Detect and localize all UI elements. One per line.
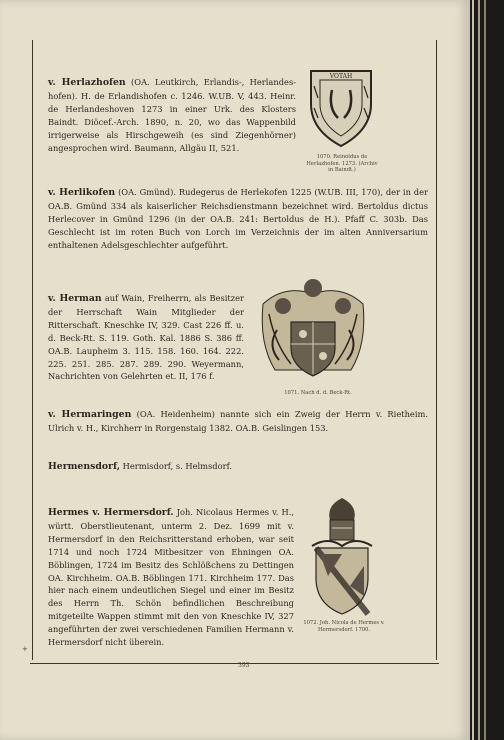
entry-body: Hermisdorf, s. Helmsdorf. <box>122 461 232 471</box>
entry-herman <box>48 292 244 383</box>
frame-line-bottom <box>30 663 439 664</box>
margin-mark: + <box>22 645 28 653</box>
caption-1071: 1071. Nach d. d. Beck-Rt. <box>284 390 352 396</box>
entry-herlazhofen <box>48 76 296 154</box>
entry-body: Joh. Nicolaus Hermes v. H., württ. Oberstlieutenant, unterm 2. Dez. 1699 mit v. Hermersdorf in den Reichsritterstand erhoben, war seit 1714 und noch 1724 Mitbesitzer von Ehningen OA. Böblingen, 1724 im Besitz des Schlößchens zu Dettingen OA. Kirchheim. OA.B. Böblingen 171. Kirchheim 177. Das hier nach einem undeutlichen Siegel und einer im Besitz des Herrn Th. Schön befindlichen Beschreibung mitgeteilte Wappen stimmt mit den von Kneschke IV, 327 angeführten der zwei verschiedenen Familien Hermann v. Hermersdorf nicht überein. <box>48 507 295 648</box>
entry-hermes <box>48 506 294 649</box>
entry-head: v. Herman <box>48 293 102 304</box>
arms-herman-figure <box>255 274 371 384</box>
frame-line-left <box>32 40 33 660</box>
seal-legend: VOTAH <box>329 73 353 80</box>
page-edge <box>484 0 486 740</box>
arms-hermes-figure <box>308 496 376 616</box>
caption-1072: 1072. Joh. Nicola de Hermes v. Hermersdorf. 1700. <box>303 620 385 633</box>
entry-herlikofen <box>48 186 428 252</box>
page-number: 393 <box>238 662 250 669</box>
entry-head: v. Herlazhofen <box>48 77 126 88</box>
entry-body: (OA. Heidenheim) nannte sich ein Zweig der Herrn v. Rietheim. Ulrich v. H., Kirchherr in Rorgenstaig 1382. OA.B. Geislingen 153. <box>48 409 428 433</box>
frame-line-right <box>436 40 437 660</box>
entry-head: v. Herlikofen <box>48 187 116 198</box>
page-edge <box>478 0 480 740</box>
entry-head: Hermes v. Hermersdorf. <box>48 507 174 518</box>
entry-hermaringen <box>48 408 428 435</box>
entry-head: v. Hermaringen <box>48 409 132 420</box>
page-edge <box>472 0 474 740</box>
entry-head: Hermensdorf, <box>48 461 120 472</box>
entry-body: (OA. Leutkirch, Erlandis-, Herlandes-hofen). H. de Erlandishofen c. 1246. W.UB. V, 443. Heinr. de Herlandeshoven 1273 in einer Urk. des Klosters Baindt. Diöcef.-Arch. 1890, n. 20, wo das Wappenbild irrigerweise als Hirschgeweih (es sind Ziegenhörner) angesprochen wird. Baumann, Allgäu II, 521. <box>48 77 297 153</box>
caption-1070: 1070. Reinoldus de Herlazhofen. 1273. (Archiv in Baindt.) <box>306 154 378 174</box>
entry-body: (OA. Gmünd). Rudegerus de Herlekofen 1225 (W.UB. III, 170), der in der OA.B. Gmünd 334 als kaiserlicher Reichsdienstmann bezeichnet wird. Bertoldus dictus Herlecover in Gmünd 1296 (in der OA.B. 241: Bertoldus de H.). Pfaff C. 303b. Das Geschlecht ist im roten Buch von Lorch im Verzeichnis der im alten Anniversarium enthaltenen Adelsgeschlechter aufgeführt. <box>48 187 428 250</box>
seal-herlazhofen-figure <box>308 68 374 148</box>
entry-hermensdorf <box>48 460 428 474</box>
entry-body: auf Wain, Freiherrn, als Besitzer der Herrschaft Wain Mitglieder der Ritterschaft. Kneschke IV, 329. Cast 226 ff. u. d. Beck-Rt. S. 119. Goth. Kal. 1886 S. 386 ff. OA.B. Laupheim 3. 115. 158. 160. 164. 222. 225. 251. 285. 287. 289. 290. Weyermann, Nachrichten von Gelehrten et. II, 176 f. <box>48 293 244 382</box>
